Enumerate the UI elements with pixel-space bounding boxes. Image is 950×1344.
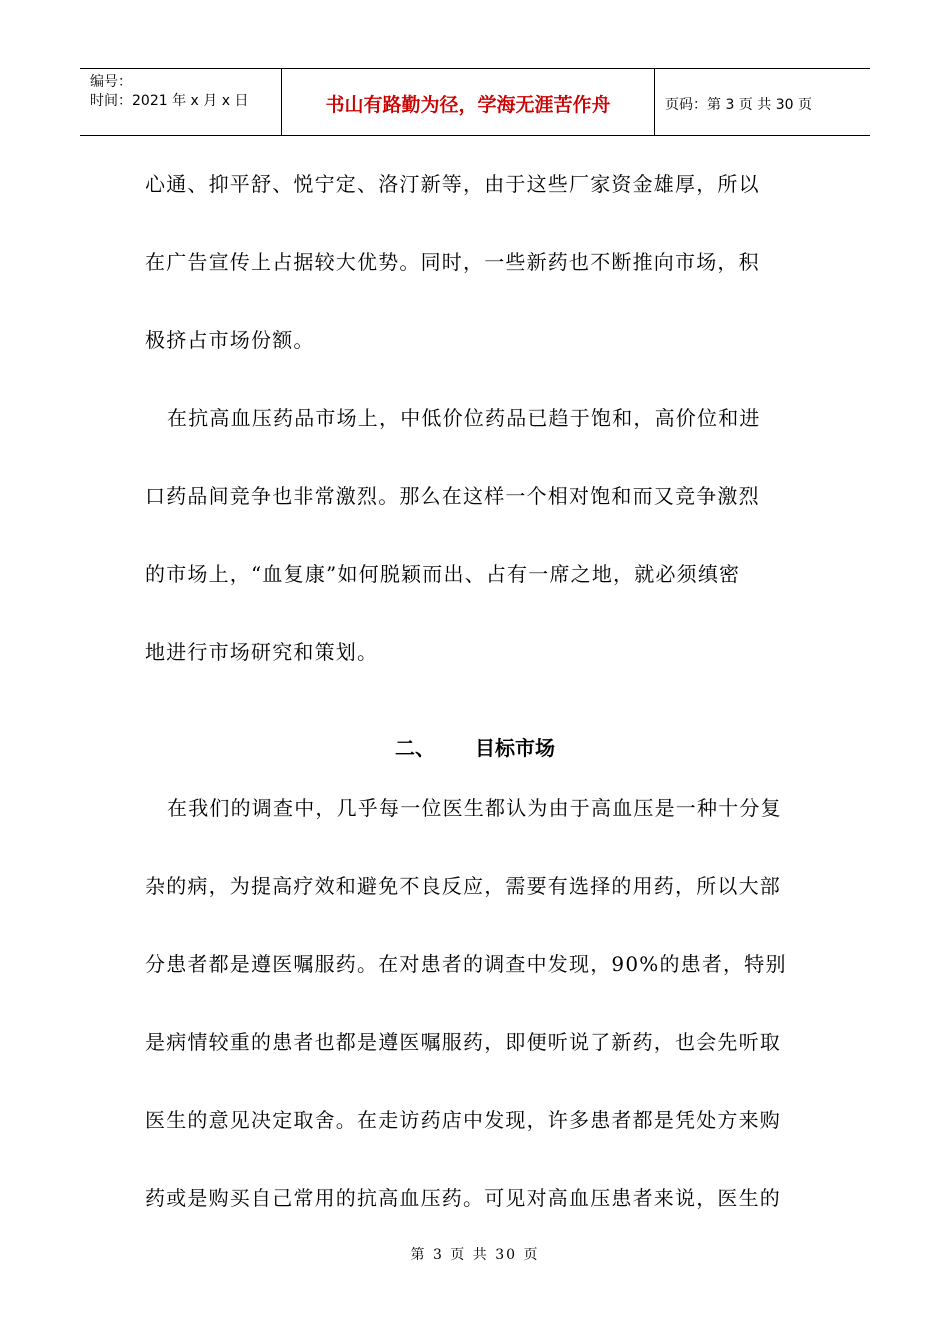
paragraph-line: 在我们的调查中，几乎每一位医生都认为由于高血压是一种十分复 [167,796,782,820]
serial-number-label: 编号： [90,74,132,90]
header-motto: 书山有路勤为径，学海无涯苦作舟 [282,69,655,135]
document-header [80,68,870,136]
paragraph-line: 医生的意见决定取舍。在走访药店中发现，许多患者都是凭处方来购 [145,1108,781,1132]
paragraph-line: 的市场上，“血复康”如何脱颖而出、占有一席之地，就必须缜密 [145,562,741,586]
paragraph-line: 极挤占市场份额。 [145,328,315,352]
paragraph-line: 在抗高血压药品市场上，中低价位药品已趋于饱和，高价位和进 [167,406,761,430]
paragraph-line: 杂的病，为提高疗效和避免不良反应，需要有选择的用药，所以大部 [145,874,781,898]
paragraph-line: 分患者都是遵医嘱服药。在对患者的调查中发现，90%的患者，特别 [145,952,787,976]
paragraph-line: 心通、抑平舒、悦宁定、洛汀新等，由于这些厂家资金雄厚，所以 [145,172,760,196]
section-heading [0,730,950,766]
body-text-block-1 [145,160,825,706]
header-meta-cell [80,69,282,135]
paragraph-line: 口药品间竞争也非常激烈。那么在这样一个相对饱和而又竞争激烈 [145,484,760,508]
header-page-info: 页码：第 3 页 共 30 页 [665,96,812,113]
date-label: 时间：2021 年 x 月 x 日 [90,93,249,109]
paragraph-line: 药或是购买自己常用的抗高血压药。可见对高血压患者来说，医生的 [145,1186,781,1210]
body-text-block-2 [145,784,825,1252]
section-title: 目标市场 [475,736,555,760]
paragraph-line: 是病情较重的患者也都是遵医嘱服药，即便听说了新药，也会先听取 [145,1030,781,1054]
section-number: 二、 [395,736,435,760]
paragraph-line: 地进行市场研究和策划。 [145,640,379,664]
page-footer: 第 3 页 共 30 页 [410,1247,540,1263]
paragraph-line: 在广告宣传上占据较大优势。同时，一些新药也不断推向市场，积 [145,250,760,274]
